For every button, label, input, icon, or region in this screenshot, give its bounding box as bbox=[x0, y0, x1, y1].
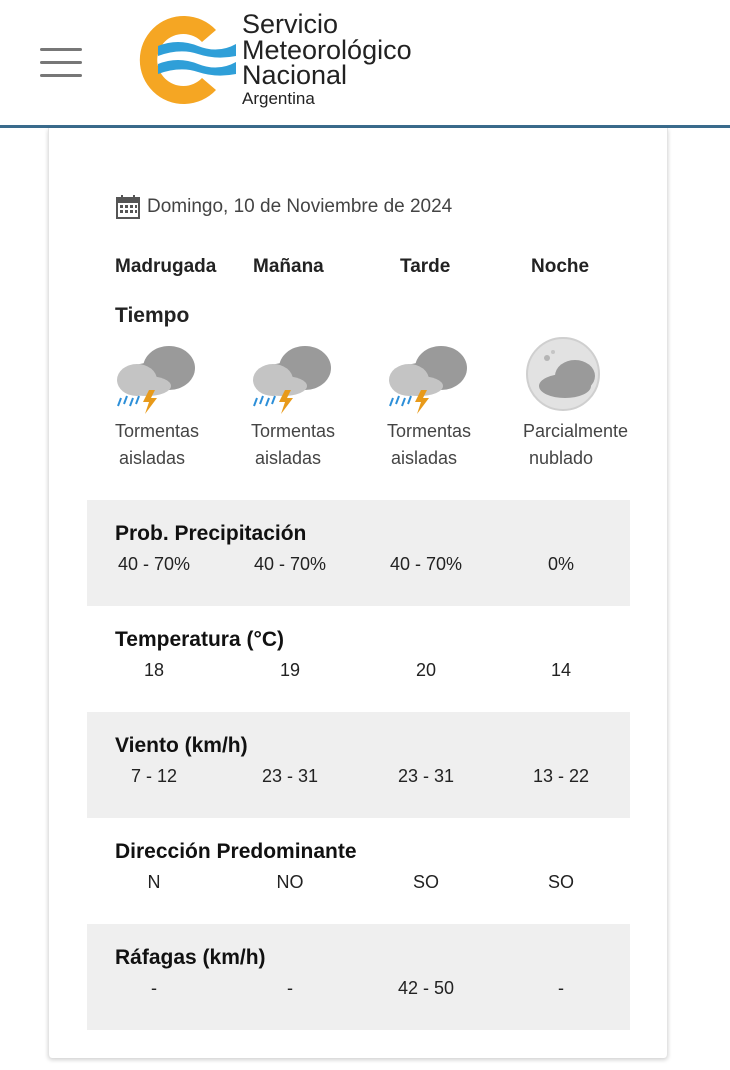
row-value: 20 bbox=[415, 660, 437, 680]
row-value: 13 - 22 bbox=[532, 766, 590, 786]
row-value: 18 bbox=[143, 660, 165, 680]
hamburger-menu-icon[interactable] bbox=[40, 48, 82, 78]
period-header bbox=[115, 256, 675, 280]
row-value: SO bbox=[547, 872, 574, 892]
row-value: 23 - 31 bbox=[261, 766, 319, 786]
forecast-date bbox=[115, 194, 452, 220]
row-value: 14 bbox=[550, 660, 572, 680]
period-manana: Mañana bbox=[253, 256, 324, 277]
condition-line: nublado bbox=[529, 448, 594, 468]
thunderstorm-icon bbox=[385, 336, 475, 416]
row-rafagas bbox=[87, 924, 630, 1030]
row-prob-precipitacion bbox=[87, 500, 630, 606]
row-value: NO bbox=[276, 872, 304, 892]
tiempo-title: Tiempo bbox=[115, 304, 190, 327]
row-value: 19 bbox=[279, 660, 301, 680]
row-value: 40 - 70% bbox=[117, 554, 191, 574]
row-temperatura bbox=[87, 606, 630, 712]
row-value: - bbox=[558, 978, 564, 998]
condition-manana bbox=[251, 418, 343, 472]
condition-tarde bbox=[387, 418, 479, 472]
period-tarde: Tarde bbox=[400, 256, 451, 277]
condition-line: Tormentas bbox=[115, 421, 200, 441]
logo-text-argentina: Argentina bbox=[242, 88, 315, 108]
row-value: - bbox=[151, 978, 157, 998]
smn-logo[interactable] bbox=[118, 8, 458, 118]
condition-line: aisladas bbox=[119, 448, 186, 468]
condition-noche bbox=[523, 418, 643, 472]
smn-logo-mark-icon bbox=[118, 8, 238, 112]
row-value: - bbox=[287, 978, 293, 998]
condition-madrugada bbox=[115, 418, 207, 472]
logo-text-nacional: Nacional bbox=[242, 60, 348, 91]
calendar-icon bbox=[115, 194, 141, 220]
row-viento bbox=[87, 712, 630, 818]
condition-line: Parcialmente bbox=[523, 421, 629, 441]
row-value: SO bbox=[412, 872, 439, 892]
row-title: Viento (km/h) bbox=[115, 734, 248, 757]
row-title: Dirección Predominante bbox=[115, 840, 357, 863]
row-value: N bbox=[147, 872, 161, 892]
row-value: 42 - 50 bbox=[397, 978, 455, 998]
condition-line: aisladas bbox=[255, 448, 322, 468]
period-madrugada: Madrugada bbox=[115, 256, 217, 277]
logo-text-meteorologico: Meteorológico bbox=[242, 34, 412, 65]
forecast-card bbox=[48, 128, 668, 1058]
row-value: 40 - 70% bbox=[253, 554, 327, 574]
condition-line: Tormentas bbox=[387, 421, 472, 441]
partly-cloudy-night-icon bbox=[523, 336, 613, 416]
condition-line: Tormentas bbox=[251, 421, 336, 441]
logo-text-servicio: Servicio bbox=[242, 9, 339, 39]
site-header bbox=[0, 0, 730, 128]
row-title: Ráfagas (km/h) bbox=[115, 946, 266, 969]
thunderstorm-icon bbox=[249, 336, 339, 416]
thunderstorm-icon bbox=[113, 336, 203, 416]
row-direccion bbox=[87, 818, 630, 924]
row-title: Prob. Precipitación bbox=[115, 522, 307, 545]
row-value: 7 - 12 bbox=[130, 766, 178, 786]
row-value: 0% bbox=[547, 554, 574, 574]
forecast-date-text: Domingo, 10 de Noviembre de 2024 bbox=[147, 196, 453, 217]
row-value: 40 - 70% bbox=[389, 554, 463, 574]
condition-line: aisladas bbox=[391, 448, 458, 468]
period-noche: Noche bbox=[531, 256, 590, 277]
row-value: 23 - 31 bbox=[397, 766, 455, 786]
row-title: Temperatura (°C) bbox=[115, 628, 285, 651]
